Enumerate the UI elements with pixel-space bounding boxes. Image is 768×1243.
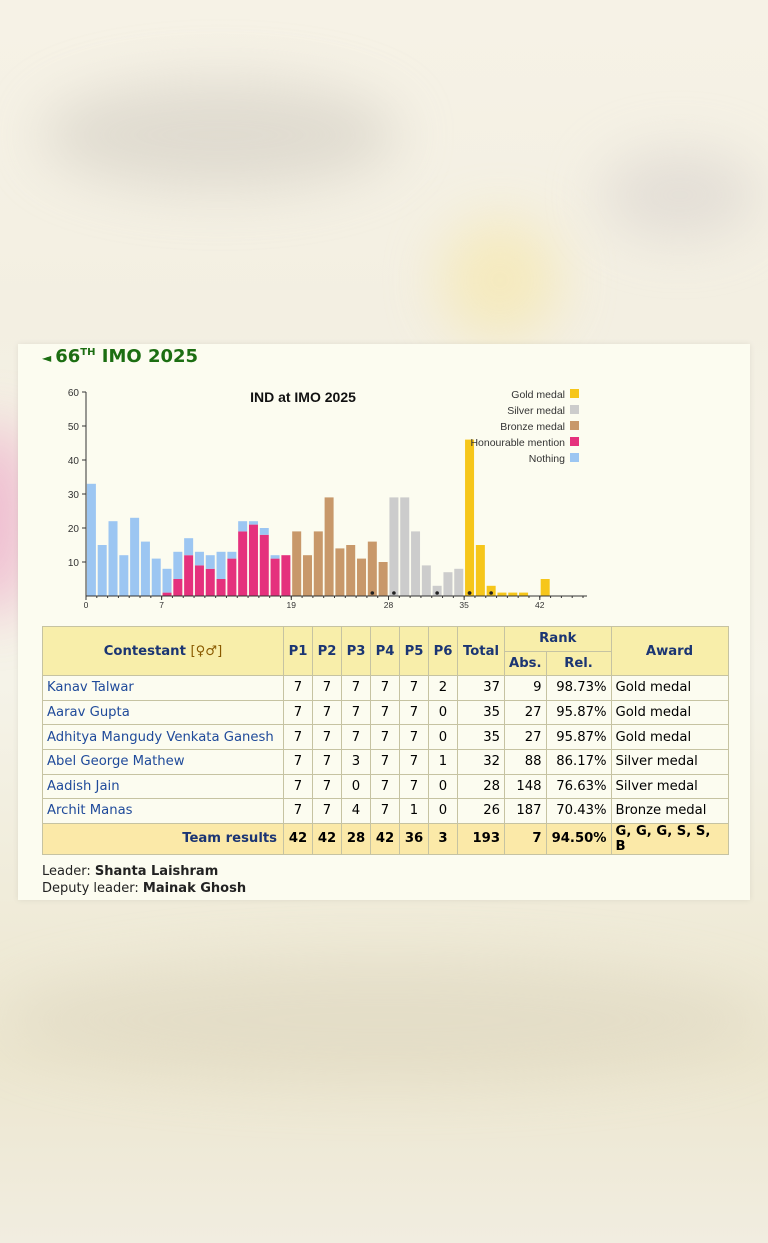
cell-p5: 7 bbox=[400, 700, 429, 725]
cell-p2: 7 bbox=[313, 799, 342, 824]
bar-honourable_mention-16 bbox=[260, 535, 269, 596]
bar-nothing-6 bbox=[152, 559, 161, 596]
deputy-leader-name: Mainak Ghosh bbox=[142, 881, 247, 896]
bar-bronze-26 bbox=[368, 542, 377, 596]
cell-rel: 76.63% bbox=[546, 774, 611, 799]
bar-nothing-10 bbox=[195, 552, 204, 566]
team-results-row bbox=[43, 823, 729, 854]
contestant-name-link[interactable]: Aarav Gupta bbox=[43, 700, 284, 725]
y-tick-label: 30 bbox=[67, 490, 79, 501]
cell-p4: 7 bbox=[371, 676, 400, 701]
team-cell-p4: 42 bbox=[371, 823, 400, 854]
legend-swatch bbox=[570, 437, 579, 446]
team-cell-p3: 28 bbox=[342, 823, 371, 854]
team-cell-abs: 7 bbox=[505, 823, 547, 854]
cell-rel: 98.73% bbox=[546, 676, 611, 701]
header-award[interactable]: Award bbox=[611, 627, 728, 676]
x-tick-label: 35 bbox=[459, 600, 469, 610]
cell-p3: 0 bbox=[342, 774, 371, 799]
bar-bronze-27 bbox=[379, 562, 388, 596]
team-score-marker bbox=[468, 591, 472, 595]
cell-p3: 7 bbox=[342, 676, 371, 701]
bar-gold-39 bbox=[508, 593, 517, 596]
cell-abs: 27 bbox=[505, 700, 547, 725]
legend-label: Nothing bbox=[528, 453, 565, 465]
x-tick-label: 19 bbox=[286, 600, 297, 610]
y-tick-label: 10 bbox=[67, 558, 79, 569]
header-rank-rel[interactable]: Rel. bbox=[546, 651, 611, 676]
cell-p4: 7 bbox=[371, 725, 400, 750]
bar-nothing-9 bbox=[184, 538, 193, 555]
cell-rel: 86.17% bbox=[546, 749, 611, 774]
legend-label: Silver medal bbox=[507, 405, 565, 417]
cell-p6: 0 bbox=[429, 799, 458, 824]
score-distribution-chart bbox=[38, 380, 598, 610]
bar-honourable_mention-14 bbox=[238, 531, 247, 596]
cell-award: Silver medal bbox=[611, 749, 728, 774]
team-cell-rel: 94.50% bbox=[546, 823, 611, 854]
header-rank-abs[interactable]: Abs. bbox=[505, 651, 547, 676]
legend-swatch bbox=[570, 405, 579, 414]
cell-p5: 7 bbox=[400, 774, 429, 799]
cell-p1: 7 bbox=[284, 725, 313, 750]
cell-p5: 7 bbox=[400, 725, 429, 750]
bar-silver-31 bbox=[422, 565, 431, 596]
bar-honourable_mention-8 bbox=[173, 579, 182, 596]
deputy-leader-line bbox=[42, 880, 246, 897]
cell-total: 26 bbox=[458, 799, 505, 824]
cell-total: 37 bbox=[458, 676, 505, 701]
bar-gold-35 bbox=[465, 440, 474, 596]
header-p4[interactable]: P4 bbox=[371, 627, 400, 676]
bar-bronze-23 bbox=[335, 548, 344, 596]
bar-bronze-20 bbox=[303, 555, 312, 596]
cell-p3: 4 bbox=[342, 799, 371, 824]
bar-silver-30 bbox=[411, 531, 420, 596]
cell-p6: 0 bbox=[429, 774, 458, 799]
bar-bronze-25 bbox=[357, 559, 366, 596]
cell-award: Gold medal bbox=[611, 676, 728, 701]
header-contestant-label[interactable]: Contestant bbox=[103, 643, 186, 659]
cell-p1: 7 bbox=[284, 749, 313, 774]
header-p3[interactable]: P3 bbox=[342, 627, 371, 676]
bg-blur-grey-right bbox=[600, 150, 760, 240]
team-score-marker bbox=[371, 591, 375, 595]
results-table bbox=[42, 626, 729, 855]
cell-p6: 0 bbox=[429, 700, 458, 725]
heading-suffix: TH bbox=[80, 347, 96, 358]
gender-symbols[interactable]: [♀♂] bbox=[190, 643, 223, 659]
legend-swatch bbox=[570, 453, 579, 462]
bar-nothing-7 bbox=[163, 569, 172, 593]
cell-p1: 7 bbox=[284, 700, 313, 725]
cell-p1: 7 bbox=[284, 799, 313, 824]
contestant-row bbox=[43, 774, 729, 799]
cell-p3: 7 bbox=[342, 700, 371, 725]
cell-total: 35 bbox=[458, 700, 505, 725]
imo-number-link[interactable] bbox=[55, 346, 198, 367]
header-contestant bbox=[43, 627, 284, 676]
cell-p5: 1 bbox=[400, 799, 429, 824]
y-tick-label: 60 bbox=[67, 388, 79, 399]
bar-gold-36 bbox=[476, 545, 485, 596]
bar-nothing-1 bbox=[98, 545, 107, 596]
cell-p4: 7 bbox=[371, 774, 400, 799]
contestant-row bbox=[43, 676, 729, 701]
y-tick-label: 40 bbox=[67, 456, 79, 467]
header-total[interactable]: Total bbox=[458, 627, 505, 676]
bar-nothing-2 bbox=[109, 521, 118, 596]
bar-nothing-3 bbox=[119, 555, 128, 596]
cell-rel: 70.43% bbox=[546, 799, 611, 824]
bar-bronze-21 bbox=[314, 531, 323, 596]
cell-award: Gold medal bbox=[611, 700, 728, 725]
legend-swatch bbox=[570, 421, 579, 430]
legend-label: Honourable mention bbox=[470, 437, 565, 449]
bar-honourable_mention-17 bbox=[271, 559, 280, 596]
contestant-name-link[interactable]: Kanav Talwar bbox=[43, 676, 284, 701]
contestant-name-link[interactable]: Abel George Mathew bbox=[43, 749, 284, 774]
team-score-marker bbox=[435, 591, 439, 595]
leader-name: Shanta Laishram bbox=[94, 864, 219, 879]
leaders-info bbox=[42, 863, 246, 897]
bar-honourable_mention-10 bbox=[195, 565, 204, 596]
contestant-row bbox=[43, 799, 729, 824]
team-cell-award: G, G, G, S, S, B bbox=[611, 823, 728, 854]
bar-honourable_mention-18 bbox=[281, 555, 290, 596]
contestant-name-link[interactable]: Adhitya Mangudy Venkata Ganesh bbox=[43, 725, 284, 750]
header-rank: Rank bbox=[505, 627, 612, 652]
imo-result-card bbox=[18, 344, 750, 900]
header-p1[interactable]: P1 bbox=[284, 627, 313, 676]
contestant-row bbox=[43, 749, 729, 774]
cell-p5: 7 bbox=[400, 676, 429, 701]
bar-nothing-13 bbox=[227, 552, 236, 559]
bg-blur-yellow bbox=[440, 220, 560, 340]
cell-award: Silver medal bbox=[611, 774, 728, 799]
bg-blur-pink-left bbox=[0, 420, 20, 620]
legend-label: Bronze medal bbox=[500, 421, 565, 433]
bg-blur-bottom bbox=[0, 960, 768, 1080]
bar-silver-28 bbox=[389, 497, 398, 596]
bar-gold-42 bbox=[541, 579, 550, 596]
x-tick-label: 42 bbox=[535, 600, 545, 610]
team-score-marker bbox=[489, 591, 493, 595]
x-tick-label: 28 bbox=[383, 600, 394, 610]
bar-honourable_mention-11 bbox=[206, 569, 215, 596]
bar-nothing-12 bbox=[217, 552, 226, 579]
bar-bronze-22 bbox=[325, 497, 334, 596]
bar-nothing-5 bbox=[141, 542, 150, 596]
results-table-wrapper bbox=[42, 626, 729, 855]
cell-p1: 7 bbox=[284, 774, 313, 799]
y-tick-label: 20 bbox=[67, 524, 79, 535]
cell-rel: 95.87% bbox=[546, 725, 611, 750]
legend-label: Gold medal bbox=[511, 389, 565, 401]
team-cell-p2: 42 bbox=[313, 823, 342, 854]
bar-silver-34 bbox=[454, 569, 463, 596]
leader-line bbox=[42, 863, 246, 880]
cell-total: 28 bbox=[458, 774, 505, 799]
heading-number: 66 bbox=[55, 346, 81, 367]
cell-p2: 7 bbox=[313, 700, 342, 725]
bar-nothing-11 bbox=[206, 555, 215, 569]
header-p5[interactable]: P5 bbox=[400, 627, 429, 676]
contestant-name-link[interactable]: Archit Manas bbox=[43, 799, 284, 824]
cell-abs: 187 bbox=[505, 799, 547, 824]
legend-swatch bbox=[570, 389, 579, 398]
cell-p6: 0 bbox=[429, 725, 458, 750]
bar-nothing-15 bbox=[249, 521, 258, 524]
bar-nothing-17 bbox=[271, 555, 280, 558]
cell-p5: 7 bbox=[400, 749, 429, 774]
x-tick-label: 7 bbox=[159, 600, 164, 610]
bg-blur-grey bbox=[40, 80, 400, 190]
cell-p2: 7 bbox=[313, 676, 342, 701]
x-tick-label: 0 bbox=[83, 600, 89, 610]
cell-abs: 27 bbox=[505, 725, 547, 750]
chart-title: IND at IMO 2025 bbox=[250, 389, 356, 405]
bar-silver-33 bbox=[443, 572, 452, 596]
header-p2[interactable]: P2 bbox=[313, 627, 342, 676]
cell-rel: 95.87% bbox=[546, 700, 611, 725]
heading-rest: IMO 2025 bbox=[95, 346, 199, 367]
cell-p6: 2 bbox=[429, 676, 458, 701]
bar-honourable_mention-7 bbox=[163, 593, 172, 596]
cell-p2: 7 bbox=[313, 725, 342, 750]
cell-abs: 9 bbox=[505, 676, 547, 701]
cell-p2: 7 bbox=[313, 774, 342, 799]
bar-honourable_mention-9 bbox=[184, 555, 193, 596]
cell-abs: 148 bbox=[505, 774, 547, 799]
deputy-leader-label: Deputy leader: bbox=[42, 881, 143, 896]
bar-nothing-16 bbox=[260, 528, 269, 535]
cell-total: 32 bbox=[458, 749, 505, 774]
cell-p3: 7 bbox=[342, 725, 371, 750]
contestant-name-link[interactable]: Aadish Jain bbox=[43, 774, 284, 799]
bar-bronze-19 bbox=[292, 531, 301, 596]
cell-p4: 7 bbox=[371, 799, 400, 824]
bar-honourable_mention-13 bbox=[227, 559, 236, 596]
imo-heading bbox=[42, 346, 198, 367]
cell-p4: 7 bbox=[371, 749, 400, 774]
contestant-row bbox=[43, 725, 729, 750]
team-cell-p5: 36 bbox=[400, 823, 429, 854]
bar-gold-40 bbox=[519, 593, 528, 596]
cell-p4: 7 bbox=[371, 700, 400, 725]
cell-award: Gold medal bbox=[611, 725, 728, 750]
header-p6[interactable]: P6 bbox=[429, 627, 458, 676]
cell-p3: 3 bbox=[342, 749, 371, 774]
cell-p1: 7 bbox=[284, 676, 313, 701]
cell-p2: 7 bbox=[313, 749, 342, 774]
bar-honourable_mention-12 bbox=[217, 579, 226, 596]
cell-abs: 88 bbox=[505, 749, 547, 774]
leader-label: Leader: bbox=[42, 864, 95, 879]
bar-nothing-4 bbox=[130, 518, 139, 596]
bar-nothing-14 bbox=[238, 521, 247, 531]
contestant-row bbox=[43, 700, 729, 725]
cell-award: Bronze medal bbox=[611, 799, 728, 824]
y-tick-label: 50 bbox=[67, 422, 79, 433]
team-score-marker bbox=[392, 591, 396, 595]
bar-silver-29 bbox=[400, 497, 409, 596]
team-cell-p6: 3 bbox=[429, 823, 458, 854]
team-results-label: Team results bbox=[43, 823, 284, 854]
bar-gold-38 bbox=[497, 593, 506, 596]
previous-arrow-icon[interactable]: ◄ bbox=[42, 351, 52, 365]
cell-total: 35 bbox=[458, 725, 505, 750]
team-cell-total: 193 bbox=[458, 823, 505, 854]
bar-nothing-8 bbox=[173, 552, 182, 579]
team-cell-p1: 42 bbox=[284, 823, 313, 854]
bar-nothing-0 bbox=[87, 484, 96, 596]
bar-honourable_mention-15 bbox=[249, 525, 258, 596]
bar-bronze-24 bbox=[346, 545, 355, 596]
cell-p6: 1 bbox=[429, 749, 458, 774]
